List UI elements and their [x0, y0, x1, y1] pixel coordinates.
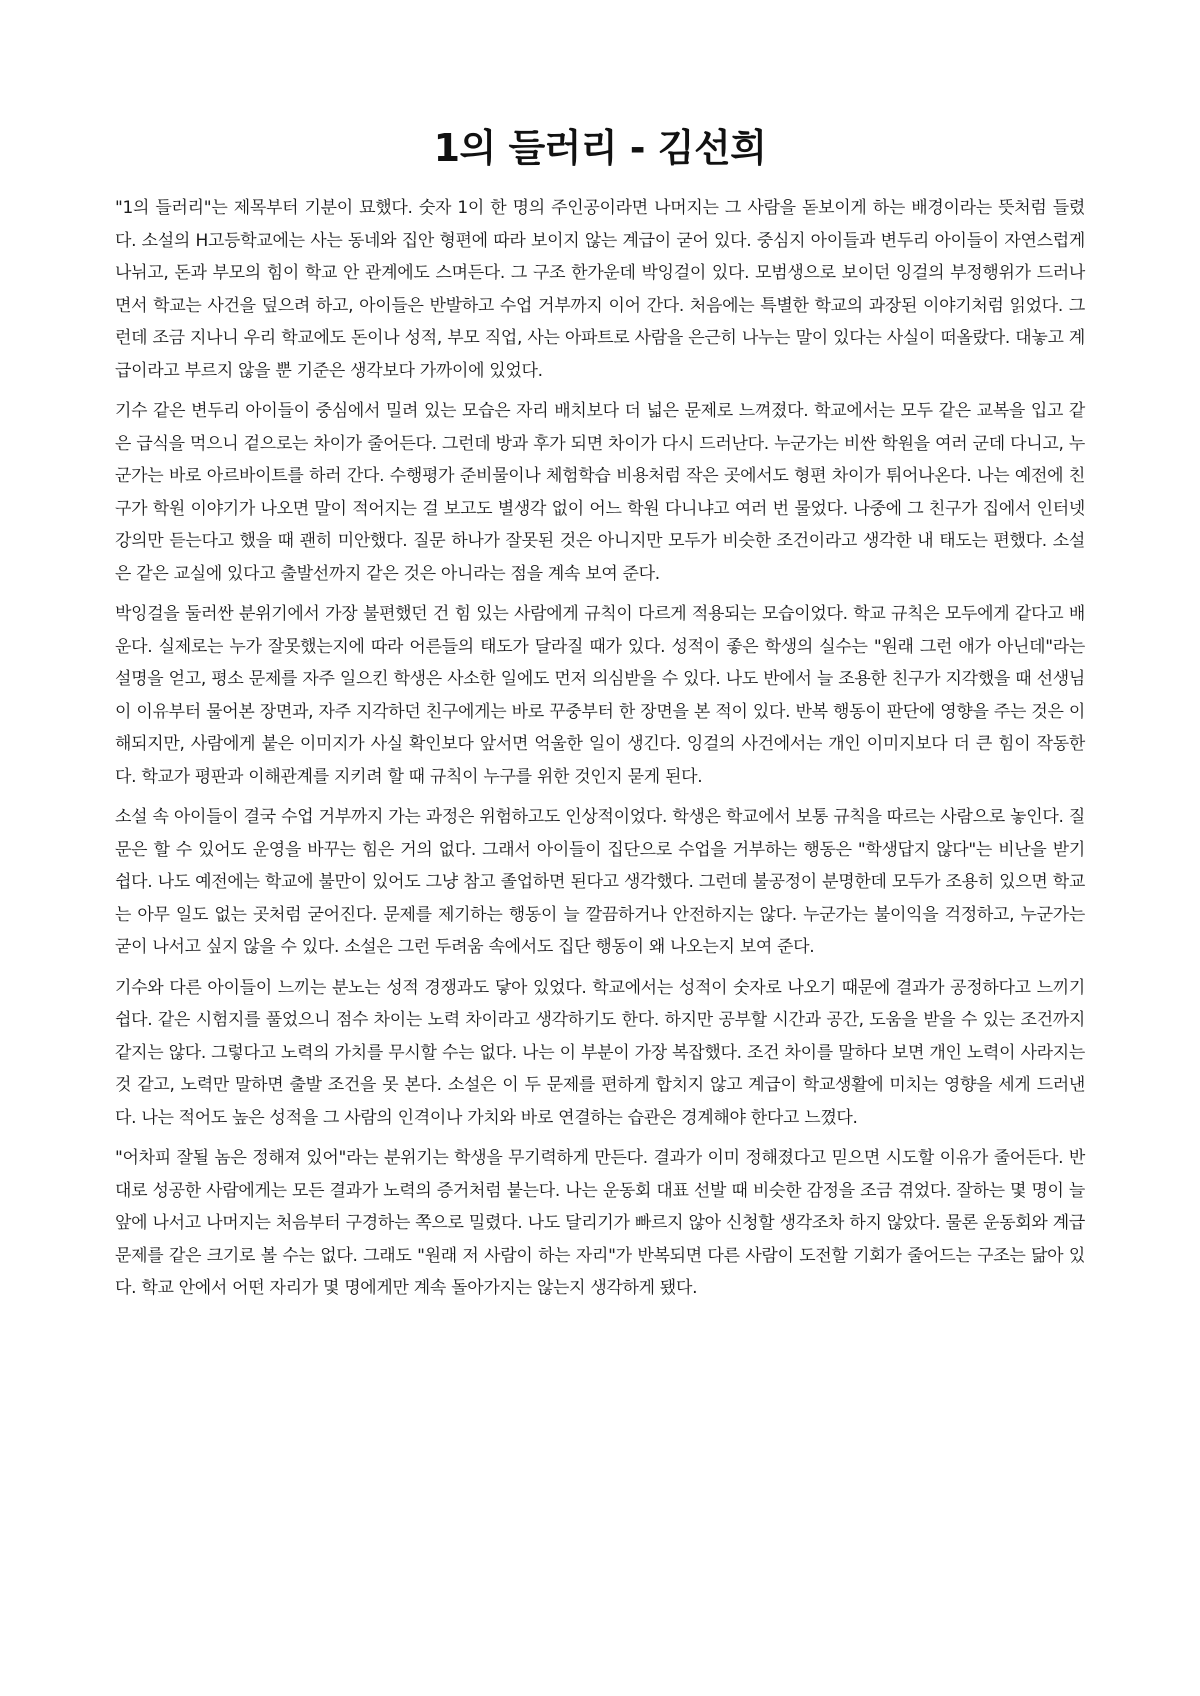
body-paragraph: "어차피 잘될 놈은 정해져 있어"라는 분위기는 학생을 무기력하게 만든다. 결과가 이미 정해졌다고 믿으면 시도할 이유가 줄어든다. 반대로 성공한 사람에게는 모든 결과가 노력의 증거처럼 붙는다. 나는 운동회 대표 선발 때 비슷한 감정을 조금 겪었다. 잘하는 몇 명이 늘 앞에 나서고 나머지는 처음부터 구경하는 쪽으로 밀렸다. 나도 달리기가 빠르지 않아 신청할 생각조차 하지 않았다. 물론 운동회와 계급 문제를 같은 크기로 볼 수는 없다. 그래도 "원래 저 사람이 하는 자리"가 반복되면 다른 사람이 도전할 기회가 줄어드는 구조는 닮아 있다. 학교 안에서 어떤 자리가 몇 명에게만 계속 돌아가지는 않는지 생각하게 됐다.: [115, 1148, 1085, 1298]
body-paragraph: "1의 들러리"는 제목부터 기분이 묘했다. 숫자 1이 한 명의 주인공이라면 나머지는 그 사람을 돋보이게 하는 배경이라는 뜻처럼 들렸다. 소설의 H고등학교에는 사는 동네와 집안 형편에 따라 보이지 않는 계급이 굳어 있다. 중심지 아이들과 변두리 아이들이 자연스럽게 나뉘고, 돈과 부모의 힘이 학교 안 관계에도 스며든다. 그 구조 한가운데 박잉걸이 있다. 모범생으로 보이던 잉걸의 부정행위가 드러나면서 학교는 사건을 덮으려 하고, 아이들은 반발하고 수업 거부까지 이어 간다. 처음에는 특별한 학교의 과장된 이야기처럼 읽었다. 그런데 조금 지나니 우리 학교에도 돈이나 성적, 부모 직업, 사는 아파트로 사람을 은근히 나누는 말이 있다는 사실이 떠올랐다. 대놓고 계급이라고 부르지 않을 뿐 기준은 생각보다 가까이에 있었다.: [115, 198, 1085, 381]
document-title: 1의 들러리 - 김선희: [433, 126, 767, 170]
body-paragraph: 박잉걸을 둘러싼 분위기에서 가장 불편했던 건 힘 있는 사람에게 규칙이 다르게 적용되는 모습이었다. 학교 규칙은 모두에게 같다고 배운다. 실제로는 누가 잘못했는지에 따라 어른들의 태도가 달라질 때가 있다. 성적이 좋은 학생의 실수는 "원래 그런 애가 아닌데"라는 설명을 얻고, 평소 문제를 자주 일으킨 학생은 사소한 일에도 먼저 의심받을 수 있다. 나도 반에서 늘 조용한 친구가 지각했을 때 선생님이 이유부터 물어본 장면과, 자주 지각하던 친구에게는 바로 꾸중부터 한 장면을 본 적이 있다. 반복 행동이 판단에 영향을 주는 것은 이해되지만, 사람에게 붙은 이미지가 사실 확인보다 앞서면 억울한 일이 생긴다. 잉걸의 사건에서는 개인 이미지보다 더 큰 힘이 작동한다. 학교가 평판과 이해관계를 지키려 할 때 규칙이 누구를 위한 것인지 묻게 된다.: [115, 604, 1085, 787]
body-paragraph: 소설 속 아이들이 결국 수업 거부까지 가는 과정은 위험하고도 인상적이었다. 학생은 학교에서 보통 규칙을 따르는 사람으로 놓인다. 질문은 할 수 있어도 운영을 바꾸는 힘은 거의 없다. 그래서 아이들이 집단으로 수업을 거부하는 행동은 "학생답지 않다"는 비난을 받기 쉽다. 나도 예전에는 학교에 불만이 있어도 그냥 참고 졸업하면 된다고 생각했다. 그런데 불공정이 분명한데 모두가 조용히 있으면 학교는 아무 일도 없는 곳처럼 굳어진다. 문제를 제기하는 행동이 늘 깔끔하거나 안전하지는 않다. 누군가는 불이익을 걱정하고, 누군가는 굳이 나서고 싶지 않을 수 있다. 소설은 그런 두려움 속에서도 집단 행동이 왜 나오는지 보여 준다.: [115, 807, 1085, 957]
body-paragraph: 기수와 다른 아이들이 느끼는 분노는 성적 경쟁과도 닿아 있었다. 학교에서는 성적이 숫자로 나오기 때문에 결과가 공정하다고 느끼기 쉽다. 같은 시험지를 풀었으니 점수 차이는 노력 차이라고 생각하기도 한다. 하지만 공부할 시간과 공간, 도움을 받을 수 있는 조건까지 같지는 않다. 그렇다고 노력의 가치를 무시할 수는 없다. 나는 이 부분이 가장 복잡했다. 조건 차이를 말하다 보면 개인 노력이 사라지는 것 같고, 노력만 말하면 출발 조건을 못 본다. 소설은 이 두 문제를 편하게 합치지 않고 계급이 학교생활에 미치는 영향을 세게 드러낸다. 나는 적어도 높은 성적을 그 사람의 인격이나 가치와 바로 연결하는 습관은 경계해야 한다고 느꼈다.: [115, 977, 1085, 1128]
document-body: [115, 192, 1085, 1305]
body-paragraph: 기수 같은 변두리 아이들이 중심에서 밀려 있는 모습은 자리 배치보다 더 넓은 문제로 느껴졌다. 학교에서는 모두 같은 교복을 입고 같은 급식을 먹으니 겉으로는 차이가 줄어든다. 그런데 방과 후가 되면 차이가 다시 드러난다. 누군가는 비싼 학원을 여러 군데 다니고, 누군가는 바로 아르바이트를 하러 간다. 수행평가 준비물이나 체험학습 비용처럼 작은 곳에서도 형편 차이가 튀어나온다. 나는 예전에 친구가 학원 이야기가 나오면 말이 적어지는 걸 보고도 별생각 없이 어느 학원 다니냐고 여러 번 물었다. 나중에 그 친구가 집에서 인터넷 강의만 듣는다고 했을 때 괜히 미안했다. 질문 하나가 잘못된 것은 아니지만 모두가 비슷한 조건이라고 생각한 내 태도는 편했다. 소설은 같은 교실에 있다고 출발선까지 같은 것은 아니라는 점을 계속 보여 준다.: [115, 401, 1085, 584]
